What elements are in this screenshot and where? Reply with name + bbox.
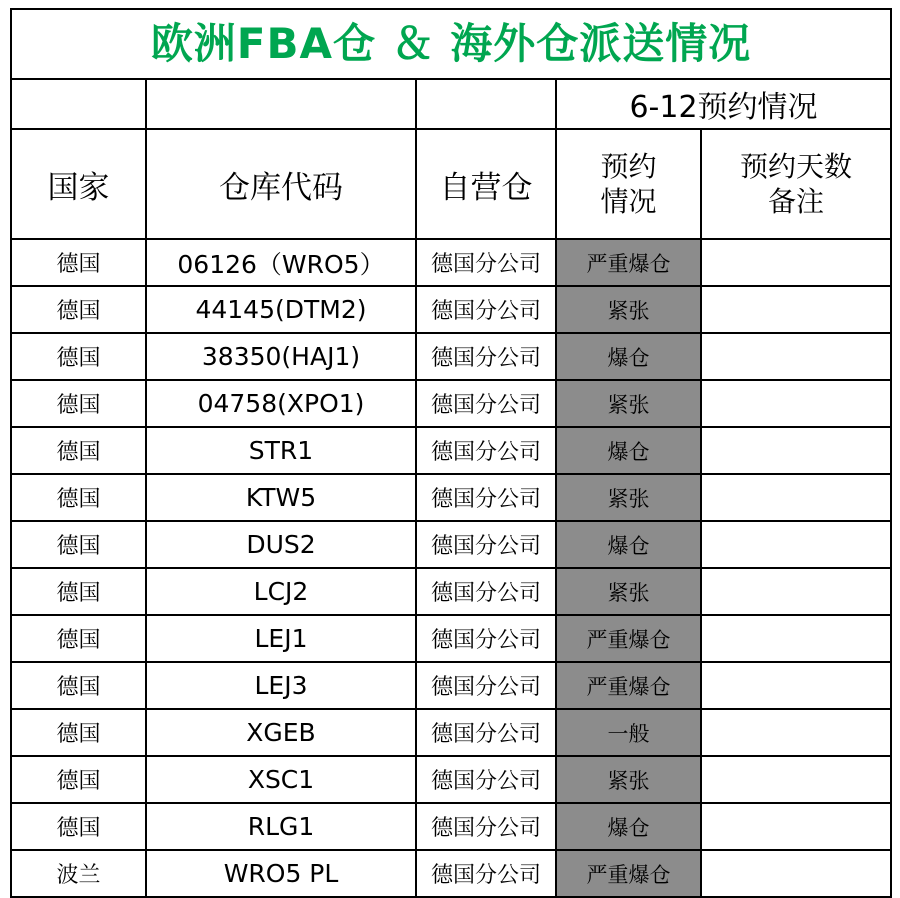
cell-country: 德国 xyxy=(11,239,146,286)
cell-booking-status: 紧张 xyxy=(556,756,701,803)
table-row xyxy=(11,568,891,615)
cell-country: 德国 xyxy=(11,615,146,662)
cell-warehouse-code: RLG1 xyxy=(146,803,416,850)
cell-booking-note xyxy=(701,521,891,568)
cell-country: 德国 xyxy=(11,803,146,850)
table-row xyxy=(11,521,891,568)
cell-booking-status: 爆仓 xyxy=(556,427,701,474)
cell-warehouse-code: LEJ1 xyxy=(146,615,416,662)
cell-booking-note xyxy=(701,615,891,662)
cell-country: 波兰 xyxy=(11,850,146,897)
warehouse-status-table xyxy=(10,8,892,898)
cell-self-operated: 德国分公司 xyxy=(416,474,556,521)
header-self-operated: 自营仓 xyxy=(416,129,556,239)
cell-country: 德国 xyxy=(11,333,146,380)
cell-country: 德国 xyxy=(11,709,146,756)
cell-booking-note xyxy=(701,568,891,615)
table-body xyxy=(11,9,891,897)
cell-booking-note xyxy=(701,474,891,521)
title-row xyxy=(11,9,891,79)
cell-booking-note xyxy=(701,850,891,897)
table-row xyxy=(11,333,891,380)
cell-warehouse-code: DUS2 xyxy=(146,521,416,568)
cell-warehouse-code: LCJ2 xyxy=(146,568,416,615)
cell-self-operated: 德国分公司 xyxy=(416,380,556,427)
cell-warehouse-code: 44145(DTM2) xyxy=(146,286,416,333)
cell-booking-note xyxy=(701,662,891,709)
cell-country: 德国 xyxy=(11,286,146,333)
cell-self-operated: 德国分公司 xyxy=(416,850,556,897)
cell-self-operated: 德国分公司 xyxy=(416,427,556,474)
cell-booking-note xyxy=(701,239,891,286)
cell-booking-note xyxy=(701,333,891,380)
header-booking-days-line2: 备注 xyxy=(768,185,825,218)
cell-warehouse-code: STR1 xyxy=(146,427,416,474)
cell-booking-status: 紧张 xyxy=(556,380,701,427)
cell-self-operated: 德国分公司 xyxy=(416,286,556,333)
cell-booking-note xyxy=(701,427,891,474)
cell-booking-note xyxy=(701,709,891,756)
table-row xyxy=(11,474,891,521)
page-title-cell xyxy=(11,9,891,79)
cell-country: 德国 xyxy=(11,427,146,474)
table-row xyxy=(11,662,891,709)
cell-self-operated: 德国分公司 xyxy=(416,615,556,662)
table-row xyxy=(11,427,891,474)
cell-booking-status: 紧张 xyxy=(556,286,701,333)
cell-self-operated: 德国分公司 xyxy=(416,709,556,756)
cell-booking-note xyxy=(701,803,891,850)
cell-warehouse-code: 38350(HAJ1) xyxy=(146,333,416,380)
cell-booking-status: 爆仓 xyxy=(556,333,701,380)
table-row xyxy=(11,615,891,662)
table-row xyxy=(11,803,891,850)
cell-country: 德国 xyxy=(11,662,146,709)
cell-self-operated: 德国分公司 xyxy=(416,662,556,709)
cell-booking-note xyxy=(701,756,891,803)
cell-booking-status: 紧张 xyxy=(556,474,701,521)
header-code-top xyxy=(146,79,416,129)
header-booking-status-line1: 预约 xyxy=(600,150,657,183)
cell-warehouse-code: LEJ3 xyxy=(146,662,416,709)
cell-booking-status: 紧张 xyxy=(556,568,701,615)
cell-booking-status: 严重爆仓 xyxy=(556,850,701,897)
header-country: 国家 xyxy=(11,129,146,239)
cell-warehouse-code: KTW5 xyxy=(146,474,416,521)
cell-warehouse-code: 04758(XPO1) xyxy=(146,380,416,427)
cell-country: 德国 xyxy=(11,568,146,615)
cell-booking-note xyxy=(701,380,891,427)
cell-country: 德国 xyxy=(11,380,146,427)
cell-country: 德国 xyxy=(11,521,146,568)
header-booking-days-line1: 预约天数 xyxy=(740,150,853,183)
table-row xyxy=(11,756,891,803)
cell-warehouse-code: XSC1 xyxy=(146,756,416,803)
cell-self-operated: 德国分公司 xyxy=(416,239,556,286)
table-row xyxy=(11,709,891,756)
cell-booking-status: 严重爆仓 xyxy=(556,239,701,286)
header-country-top xyxy=(11,79,146,129)
table-row xyxy=(11,286,891,333)
page-title: 欧洲FBA仓 ＆ 海外仓派送情况 xyxy=(150,19,752,68)
cell-warehouse-code: XGEB xyxy=(146,709,416,756)
cell-booking-note xyxy=(701,286,891,333)
cell-booking-status: 爆仓 xyxy=(556,803,701,850)
cell-self-operated: 德国分公司 xyxy=(416,568,556,615)
cell-booking-status: 严重爆仓 xyxy=(556,662,701,709)
header-self-top xyxy=(416,79,556,129)
header-booking-status-line2: 情况 xyxy=(600,185,657,218)
header-booking-status xyxy=(556,129,701,239)
table-row xyxy=(11,239,891,286)
cell-warehouse-code: 06126（WRO5） xyxy=(146,239,416,286)
header-booking-group: 6-12预约情况 xyxy=(556,79,891,129)
table-row xyxy=(11,380,891,427)
cell-booking-status: 严重爆仓 xyxy=(556,615,701,662)
header-booking-days-note xyxy=(701,129,891,239)
cell-country: 德国 xyxy=(11,756,146,803)
header-row xyxy=(11,129,891,239)
cell-booking-status: 一般 xyxy=(556,709,701,756)
cell-self-operated: 德国分公司 xyxy=(416,756,556,803)
cell-self-operated: 德国分公司 xyxy=(416,521,556,568)
table-row xyxy=(11,850,891,897)
cell-warehouse-code: WRO5 PL xyxy=(146,850,416,897)
cell-self-operated: 德国分公司 xyxy=(416,803,556,850)
cell-booking-status: 爆仓 xyxy=(556,521,701,568)
header-group-row xyxy=(11,79,891,129)
cell-country: 德国 xyxy=(11,474,146,521)
cell-self-operated: 德国分公司 xyxy=(416,333,556,380)
header-warehouse-code: 仓库代码 xyxy=(146,129,416,239)
